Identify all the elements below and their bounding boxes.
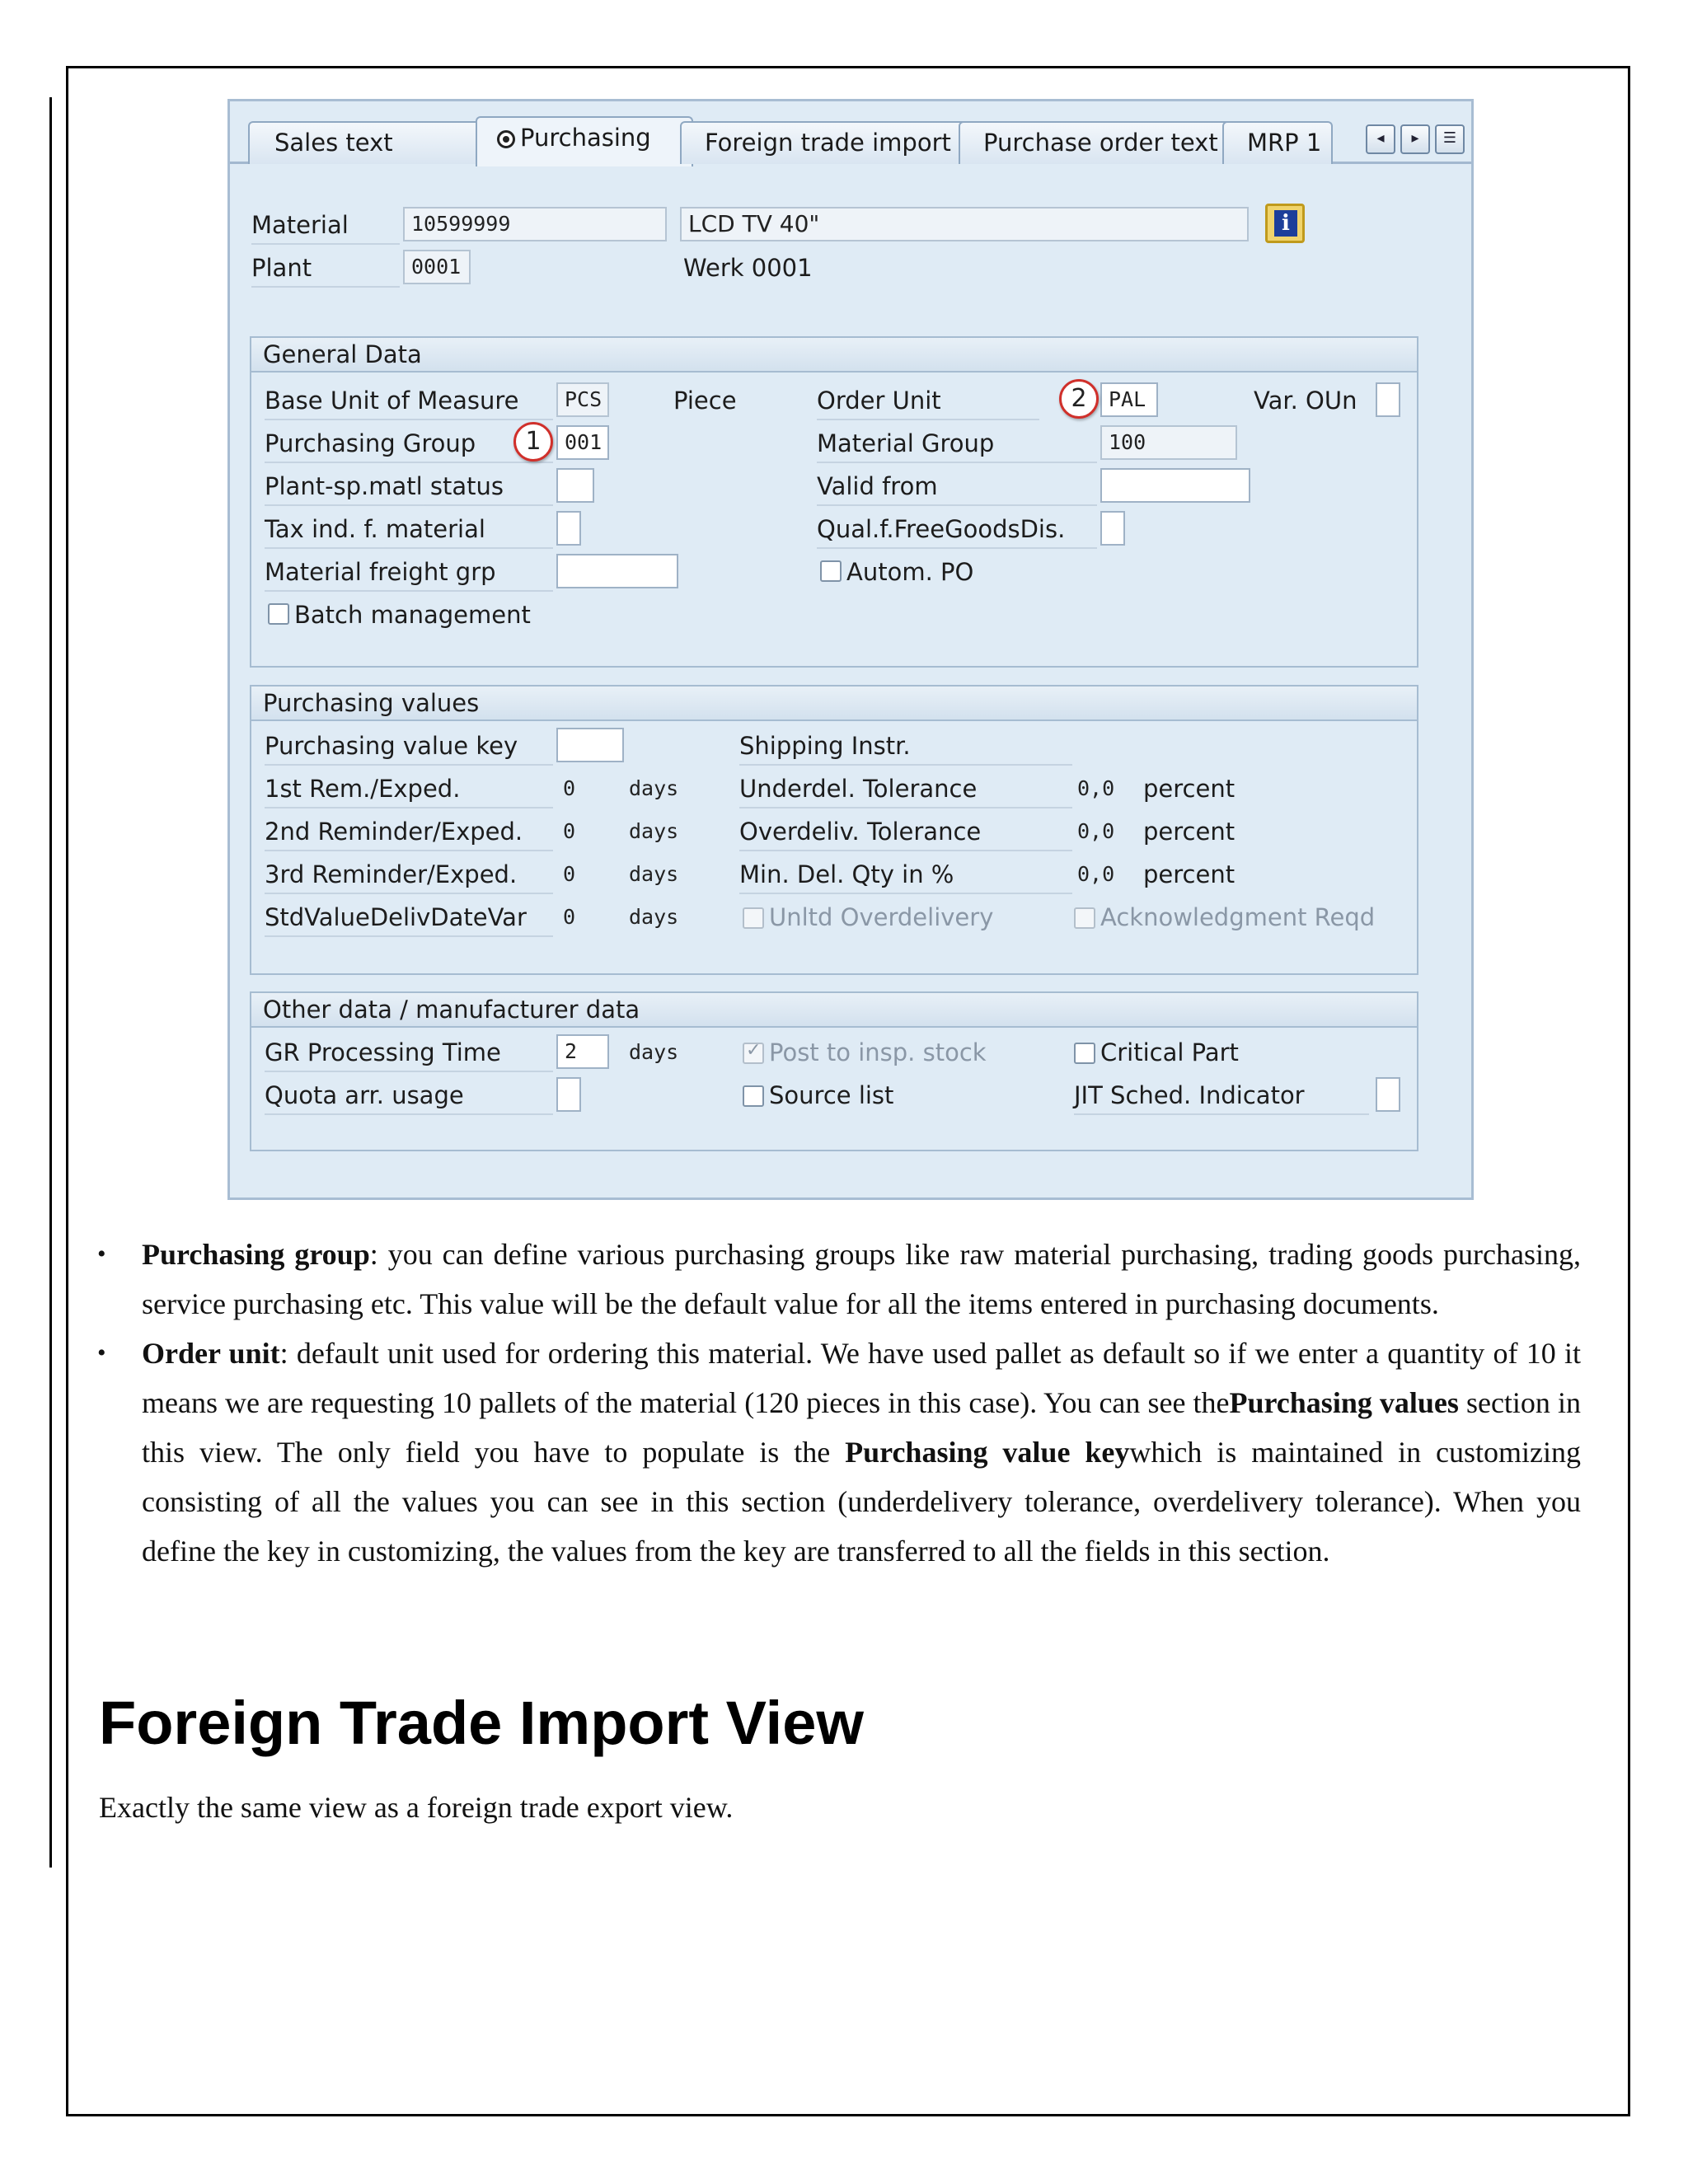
underdelivery-tolerance-label: Underdel. Tolerance	[739, 775, 978, 803]
divider	[1074, 1113, 1369, 1115]
tab-list-icon[interactable]: ☰	[1435, 124, 1465, 154]
group-title: Other data / manufacturer data	[251, 993, 1417, 1028]
material-group-field[interactable]: 100	[1100, 425, 1237, 460]
group-title: Purchasing values	[251, 687, 1417, 721]
shipping-instr-label: Shipping Instr.	[739, 732, 911, 760]
purchasing-group-label: Purchasing Group	[265, 429, 476, 457]
term-purchasing-values: Purchasing values	[1229, 1386, 1459, 1419]
percent-unit: percent	[1143, 818, 1236, 846]
std-value-deliv-value: 0	[563, 905, 576, 929]
divider	[265, 504, 553, 506]
divider	[265, 419, 553, 420]
left-margin-rule	[49, 97, 52, 1868]
tax-indicator-label: Tax ind. f. material	[265, 515, 485, 543]
divider	[265, 935, 553, 937]
min-delivery-qty-label: Min. Del. Qty in %	[739, 860, 954, 888]
divider	[817, 462, 1097, 463]
plant-status-label: Plant-sp.matl status	[265, 472, 504, 500]
bullet-order-unit	[97, 1329, 1581, 1576]
divider	[739, 850, 1072, 851]
purchasing-group-field[interactable]: 001	[556, 425, 609, 460]
bullet-text: : default unit used for ordering this material. We have used pallet as default so if we enter a quantity of 10 it means we are requesting 10 pallets of the material (120 pieces in this case). You can see the	[142, 1337, 1581, 1419]
batch-management-label: Batch management	[294, 601, 531, 629]
tab-label: Foreign trade import	[705, 129, 951, 157]
order-unit-field[interactable]: PAL	[1100, 382, 1158, 417]
quota-usage-field[interactable]	[556, 1077, 581, 1112]
freight-group-label: Material freight grp	[265, 558, 496, 586]
tab-scroll-left-icon[interactable]: ◂	[1366, 124, 1395, 154]
divider	[265, 893, 553, 894]
gr-processing-time-label: GR Processing Time	[265, 1038, 501, 1066]
jit-indicator-label: JIT Sched. Indicator	[1074, 1081, 1305, 1109]
tab-purchase-order-text[interactable]	[959, 121, 1234, 164]
term-purchasing-value-key: Purchasing value key	[845, 1436, 1130, 1469]
body-paragraph: Exactly the same view as a foreign trade export view.	[99, 1791, 734, 1824]
order-unit-label: Order Unit	[817, 387, 941, 415]
source-list-label: Source list	[769, 1081, 894, 1109]
tab-foreign-trade-import[interactable]	[680, 121, 970, 164]
post-insp-stock-label: Post to insp. stock	[769, 1038, 987, 1066]
material-group-label: Material Group	[817, 429, 995, 457]
freight-group-field[interactable]	[556, 554, 678, 588]
tab-label: Purchasing	[520, 124, 651, 152]
divider	[265, 807, 553, 808]
percent-unit: percent	[1143, 775, 1236, 803]
divider	[265, 1113, 553, 1115]
term-order-unit: Order unit	[142, 1337, 280, 1370]
info-icon: i	[1274, 210, 1297, 237]
min-delivery-qty-value: 0,0	[1077, 862, 1115, 886]
divider	[265, 1071, 553, 1072]
days-unit: days	[629, 862, 679, 886]
percent-unit: percent	[1143, 860, 1236, 888]
third-reminder-label: 3rd Reminder/Exped.	[265, 860, 518, 888]
underdelivery-tolerance-value: 0,0	[1077, 776, 1115, 800]
material-number-field[interactable]: 10599999	[403, 207, 667, 241]
plant-description: Werk 0001	[683, 254, 813, 282]
overdelivery-tolerance-value: 0,0	[1077, 819, 1115, 843]
material-description-field[interactable]: LCD TV 40"	[680, 207, 1249, 241]
callout-marker-1: 1	[513, 422, 553, 462]
divider	[265, 850, 553, 851]
qual-free-goods-field[interactable]	[1100, 511, 1125, 546]
plant-status-field[interactable]	[556, 468, 594, 503]
valid-from-label: Valid from	[817, 472, 938, 500]
bullet-text: : you can define various purchasing groups like raw material purchasing, trading goods purchasing, service purchasing etc. This value will be the default value for all the items entered in purchasing documents.	[142, 1238, 1581, 1320]
gr-processing-time-field[interactable]: 2	[556, 1034, 609, 1069]
critical-part-label: Critical Part	[1100, 1038, 1239, 1066]
unlimited-overdelivery-label: Unltd Overdelivery	[769, 903, 994, 931]
term-purchasing-group: Purchasing group	[142, 1238, 370, 1271]
info-button[interactable]	[1265, 204, 1305, 243]
quota-usage-label: Quota arr. usage	[265, 1081, 464, 1109]
critical-part-checkbox[interactable]	[1074, 1043, 1095, 1064]
var-oun-label: Var. OUn	[1254, 387, 1357, 415]
second-reminder-label: 2nd Reminder/Exped.	[265, 818, 523, 846]
tabstrip	[230, 101, 1471, 164]
days-unit: days	[629, 776, 679, 800]
tab-purchasing[interactable]	[476, 116, 693, 166]
divider	[739, 764, 1072, 766]
autom-po-label: Autom. PO	[846, 558, 974, 586]
tax-indicator-field[interactable]	[556, 511, 581, 546]
autom-po-checkbox[interactable]	[820, 560, 842, 582]
batch-management-checkbox[interactable]	[268, 603, 289, 625]
base-uom-field[interactable]: PCS	[556, 382, 609, 417]
divider	[265, 547, 553, 549]
purchasing-value-key-label: Purchasing value key	[265, 732, 518, 760]
divider	[265, 764, 553, 766]
second-reminder-value: 0	[563, 819, 576, 843]
group-title: General Data	[251, 338, 1417, 373]
valid-from-field[interactable]	[1100, 468, 1250, 503]
sap-material-screen	[227, 99, 1474, 1200]
tab-scroll-right-icon[interactable]: ▸	[1400, 124, 1430, 154]
days-unit: days	[629, 905, 679, 929]
tab-label: MRP 1	[1247, 129, 1322, 157]
purchasing-value-key-field[interactable]	[556, 728, 624, 762]
bullet-purchasing-group	[97, 1230, 1581, 1329]
third-reminder-value: 0	[563, 862, 576, 886]
tab-label: Purchase order text	[983, 129, 1218, 157]
unlimited-overdelivery-checkbox[interactable]	[743, 907, 764, 929]
jit-indicator-field[interactable]	[1376, 1077, 1400, 1112]
selected-tab-icon	[497, 130, 515, 148]
divider	[817, 419, 1039, 420]
divider	[739, 893, 1072, 894]
divider	[817, 504, 1097, 506]
acknowledgment-checkbox[interactable]	[1074, 907, 1095, 929]
source-list-checkbox[interactable]	[743, 1085, 764, 1107]
tab-sales-text[interactable]	[248, 121, 487, 164]
divider	[817, 547, 1097, 549]
callout-marker-2: 2	[1059, 379, 1099, 419]
divider	[265, 462, 553, 463]
material-label: Material	[251, 211, 349, 239]
overdelivery-tolerance-label: Overdeliv. Tolerance	[739, 818, 982, 846]
bullet-text: section in this view. The only field you have to populate is the	[142, 1386, 1581, 1469]
other-data-group	[250, 991, 1418, 1151]
divider	[251, 286, 400, 288]
base-uom-label: Base Unit of Measure	[265, 387, 519, 415]
std-value-deliv-label: StdValueDelivDateVar	[265, 903, 527, 931]
days-unit: days	[629, 819, 679, 843]
bullet-text: which is maintained in customizing consisting of all the values you can see in this section (underdelivery tolerance, overdelivery tolerance). When you define the key in customizing, the values from the key are transferred to all the fields in this section.	[142, 1436, 1581, 1568]
tab-mrp-1[interactable]	[1222, 121, 1333, 164]
divider	[739, 807, 1072, 808]
plant-field[interactable]: 0001	[403, 250, 471, 284]
divider	[265, 590, 553, 592]
days-unit: days	[629, 1040, 679, 1064]
bullet-list	[97, 1230, 1581, 1576]
section-heading: Foreign Trade Import View	[99, 1689, 864, 1757]
first-reminder-value: 0	[563, 776, 576, 800]
divider	[251, 243, 400, 245]
post-insp-stock-checkbox[interactable]	[743, 1043, 764, 1064]
acknowledgment-label: Acknowledgment Reqd	[1100, 903, 1376, 931]
plant-label: Plant	[251, 254, 312, 282]
purchasing-values-group	[250, 685, 1418, 975]
qual-free-goods-label: Qual.f.FreeGoodsDis.	[817, 515, 1066, 543]
first-reminder-label: 1st Rem./Exped.	[265, 775, 461, 803]
tab-label: Sales text	[274, 129, 393, 157]
general-data-group	[250, 336, 1418, 668]
base-uom-text: Piece	[673, 387, 737, 415]
var-oun-field[interactable]	[1376, 382, 1400, 417]
